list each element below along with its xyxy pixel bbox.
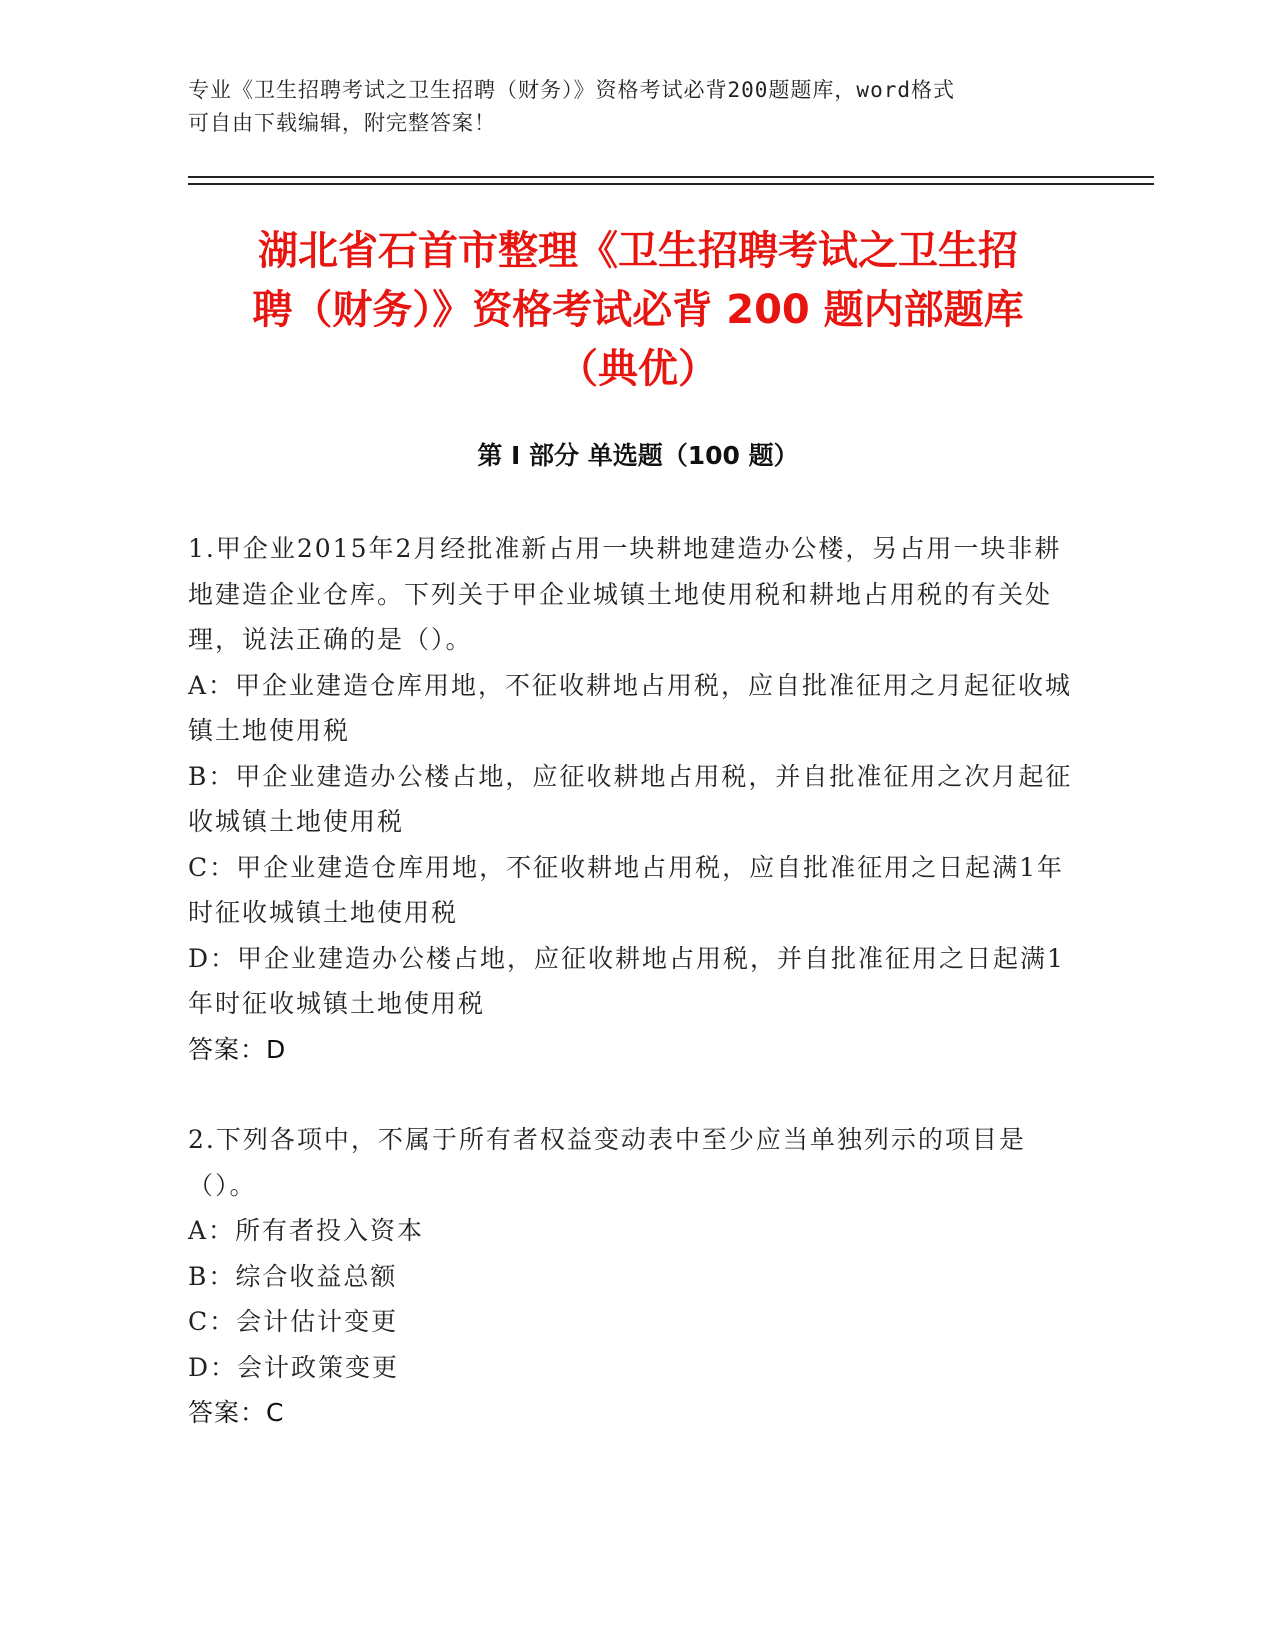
option-d: D：会计政策变更: [188, 1352, 400, 1382]
header-note: [188, 74, 1068, 140]
option-c: C：会计估计变更: [188, 1307, 399, 1336]
option-c: C：甲企业建造仓库用地，不征收耕地占用税，应自批准征用之日起满1年时征收城镇土地使用税: [188, 852, 1065, 927]
option-d: D：甲企业建造办公楼占地，应征收耕地占用税，并自批准征用之日起满1年时征收城镇土地使用税: [188, 943, 1065, 1018]
question-list: [188, 526, 1078, 1481]
question-1: [188, 526, 1078, 1072]
question-2: [188, 1117, 1078, 1436]
question-stem: 2.下列各项中，不属于所有者权益变动表中至少应当单独列示的项目是（）。: [188, 1125, 1026, 1200]
header-note-line-2: 可自由下载编辑，附完整答案！: [188, 111, 496, 135]
header-divider-bottom: [188, 183, 1154, 185]
document-title-line-3: （典优）: [558, 346, 718, 392]
option-b: B：甲企业建造办公楼占地，应征收耕地占用税，并自批准征用之次月起征收城镇土地使用税: [188, 761, 1073, 836]
header-note-line-1: 专业《卫生招聘考试之卫生招聘（财务）》资格考试必背200题题库，word格式: [188, 78, 955, 102]
option-b: B：综合收益总额: [188, 1261, 398, 1291]
header-divider-top: [188, 176, 1154, 178]
answer: 答案：C: [188, 1398, 285, 1427]
answer: 答案：D: [188, 1034, 287, 1064]
option-a: A：所有者投入资本: [188, 1216, 425, 1245]
question-stem: 1.甲企业2015年2月经批准新占用一块耕地建造办公楼，另占用一块非耕地建造企业仓库。下列关于甲企业城镇土地使用税和耕地占用税的有关处理，说法正确的是（）。: [188, 534, 1062, 654]
document-title: [188, 222, 1088, 399]
document-title-line-1: 湖北省石首市整理《卫生招聘考试之卫生招: [258, 228, 1018, 274]
section-heading: 第 I 部分 单选题（100 题）: [477, 441, 799, 470]
document-title-line-2: 聘（财务）》资格考试必背 200 题内部题库: [252, 287, 1024, 333]
option-a: A：甲企业建造仓库用地，不征收耕地占用税，应自批准征用之月起征收城镇土地使用税: [188, 670, 1073, 745]
